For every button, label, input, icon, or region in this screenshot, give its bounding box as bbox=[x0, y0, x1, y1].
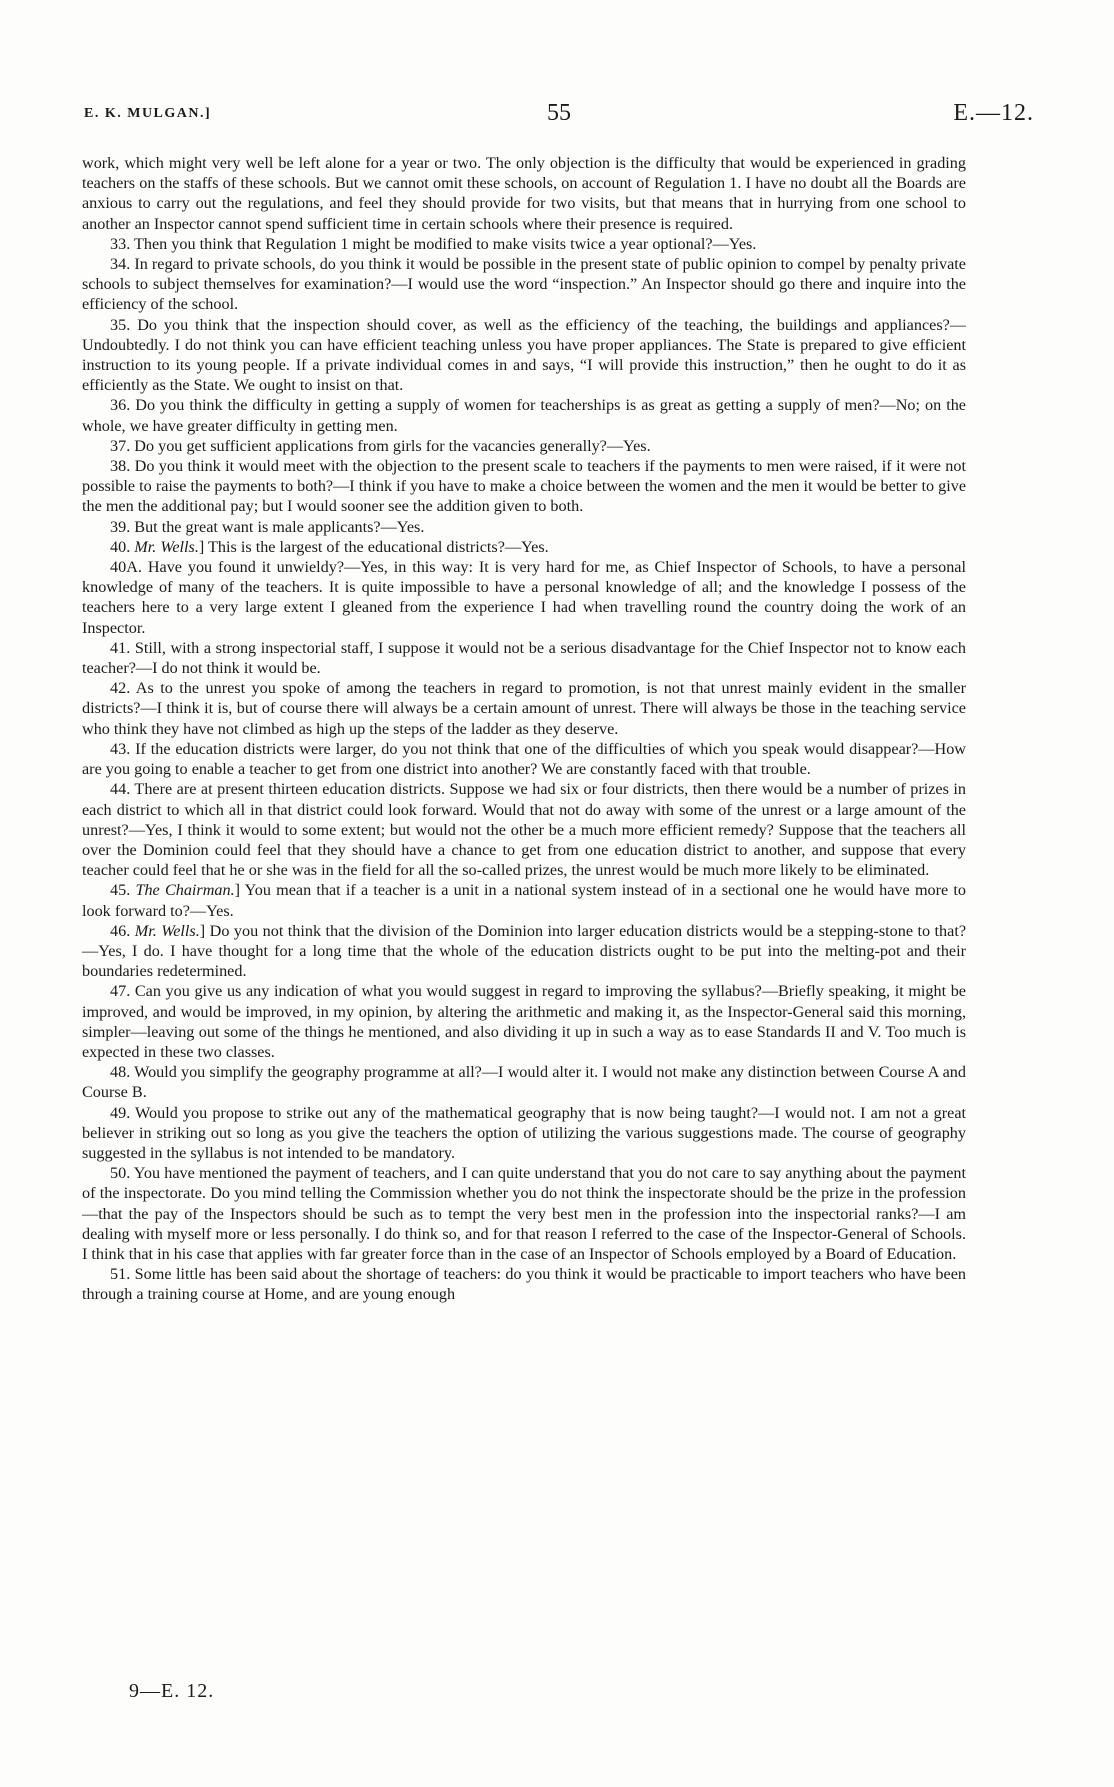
paragraph-q48: 48. Would you simplify the geography programme at all?—I would alter it. I would not make any distinction between Course A and Course B. bbox=[82, 1063, 966, 1102]
paragraph-q51: 51. Some little has been said about the shortage of teachers: do you think it would be practicable to import teachers who have been through a training course at Home, and are young enough bbox=[82, 1265, 966, 1304]
paragraph-q40 bbox=[82, 537, 966, 557]
paragraph-q39: 39. But the great want is male applicants?—Yes. bbox=[110, 517, 425, 536]
page-body-text bbox=[82, 153, 966, 1305]
speaker-name: Mr. Wells. bbox=[134, 537, 199, 556]
paragraph-q49: 49. Would you propose to strike out any of the mathematical geography that is now being taught?—I would not. I am not a great believer in striking out so long as you give the teachers the option of utilizing the various suggestions made. The course of geography suggested in the syllabus is not intended to be mandatory. bbox=[82, 1103, 966, 1162]
header-paper-reference: E.—12. bbox=[953, 100, 1034, 126]
paragraph-q37: 37. Do you get sufficient applications from girls for the vacancies generally?—Yes. bbox=[110, 436, 651, 455]
speaker-name: Mr. Wells. bbox=[134, 921, 200, 940]
paragraph-q50: 50. You have mentioned the payment of teachers, and I can quite understand that you do not care to say anything about the payment of the inspectorate. Do you mind telling the Commission whether you do not think the inspectorate should be the prize in the profession—that the pay of the Inspectors should be such as to tempt the very best men in the profession into the inspectorial ranks?—I am dealing with myself more or less personally. I do think so, and for that reason I referred to the case of the Inspector-General of Schools. I think that in his case that applies with far greater force than in the case of an Inspector of Schools employed by a Board of Education. bbox=[82, 1164, 966, 1263]
speaker-name: The Chairman. bbox=[135, 881, 235, 900]
paragraph-text: ] This is the largest of the educational districts?—Yes. bbox=[198, 537, 549, 556]
paragraph-q42: 42. As to the unrest you spoke of among the teachers in regard to promotion, is not that unrest mainly evident in the smaller districts?—I think it is, but of course there will always be a certain amount of unrest. There will always be those in the teaching service who think they have not climbed as high up the steps of the ladder as they deserve. bbox=[82, 679, 966, 738]
paragraph-text: ] You mean that if a teacher is a unit in a national system instead of in a sectional one he would have more to look forward to?—Yes. bbox=[82, 881, 967, 920]
paragraph-q38: 38. Do you think it would meet with the objection to the present scale to teachers if the payments to men were raised, if it were not possible to raise the payments to both?—I think if you have to make a choice between the women and the men it would be better to give the men the additional pay; but I would sooner see the addition given to both. bbox=[82, 457, 966, 516]
question-number: 46. bbox=[110, 921, 135, 940]
paragraph-q46 bbox=[82, 921, 966, 982]
paragraph-continuation: work, which might very well be left alone for a year or two. The only objection is the difficulty that would be experienced in grading teachers on the staffs of these schools. But we cannot omit these schools, on account of Regulation 1. I have no doubt all the Boards are anxious to carry out the regulations, and feel they should provide for two visits, but that means that in hurrying from one school to another an Inspector cannot spend sufficient time in certain schools where their presence is required. bbox=[82, 154, 966, 233]
paragraph-text: ] Do you not think that the division of the Dominion into larger education districts would be a stepping-stone to that?—Yes, I do. I have thought for a long time that the whole of the education districts ought to be put into the melting-pot and their boundaries redetermined. bbox=[82, 921, 967, 981]
paragraph-q45 bbox=[82, 880, 966, 920]
paragraph-q34: 34. In regard to private schools, do you think it would be possible in the present state of public opinion to compel by penalty private schools to subject themselves for examination?—I would use the word “inspection.” An Inspector should go there and inquire into the efficiency of the school. bbox=[82, 255, 966, 314]
paragraph-q35: 35. Do you think that the inspection should cover, as well as the efficiency of the teaching, the buildings and appliances?—Undoubtedly. I do not think you can have efficient teaching unless you have proper appliances. The State is prepared to give efficient instruction to its young people. If a private individual comes in and says, “I will provide this instruction,” then he ought to do it as efficiently as the State. We ought to insist on that. bbox=[82, 315, 966, 395]
paragraph-q33: 33. Then you think that Regulation 1 might be modified to make visits twice a year optional?—Yes. bbox=[110, 234, 757, 253]
signature-mark: 9—E. 12. bbox=[129, 1680, 215, 1702]
paragraph-q36: 36. Do you think the difficulty in getting a supply of women for teacherships is as great as getting a supply of men?—No; on the whole, we have greater difficulty in getting men. bbox=[82, 396, 966, 435]
paragraph-q43: 43. If the education districts were larger, do you not think that one of the difficulties of which you speak would disappear?—How are you going to enable a teacher to get from one district into another? We are constantly faced with that trouble. bbox=[82, 739, 966, 779]
question-number: 45. bbox=[110, 881, 136, 900]
question-number: 40. bbox=[110, 537, 135, 556]
page-header bbox=[84, 100, 1034, 140]
paragraph-q44: 44. There are at present thirteen education districts. Suppose we had six or four districts, then there would be a number of prizes in each district to which all in that district could look forward. Would that not do away with some of the unrest or a large amount of the unrest?—Yes, I think it would to some extent; but would not the other be a much more efficient remedy? Suppose that the teachers all over the Dominion could feel that they should have a chance to get from one education district to another, and suppose that every teacher could feel that he or she was in the field for all the so-called prizes, the unrest would be much more likely to be eliminated. bbox=[82, 780, 966, 880]
paragraph-q40a: 40A. Have you found it unwieldy?—Yes, in this way: It is very hard for me, as Chief Inspector of Schools, to have a personal knowledge of many of the teachers. It is quite impossible to have a personal knowledge of all; and the knowledge I possess of the teachers here to a very large extent I gleaned from the experience I had when travelling round the country doing the work of an Inspector. bbox=[82, 558, 966, 637]
header-page-number: 55 bbox=[547, 100, 571, 126]
paragraph-q41: 41. Still, with a strong inspectorial staff, I suppose it would not be a serious disadvantage for the Chief Inspector not to know each teacher?—I do not think it would be. bbox=[82, 638, 966, 678]
header-witness-name: E. K. MULGAN.] bbox=[84, 106, 212, 121]
paragraph-q47: 47. Can you give us any indication of what you would suggest in regard to improving the syllabus?—Briefly speaking, it might be improved, and would be improved, in my opinion, by altering the arithmetic and making it, as the Inspector-General said this morning, simpler—leaving out some of the things he mentioned, and also dividing it up in such a way as to ease Standards II and V. Too much is expected in these two classes. bbox=[82, 982, 966, 1061]
